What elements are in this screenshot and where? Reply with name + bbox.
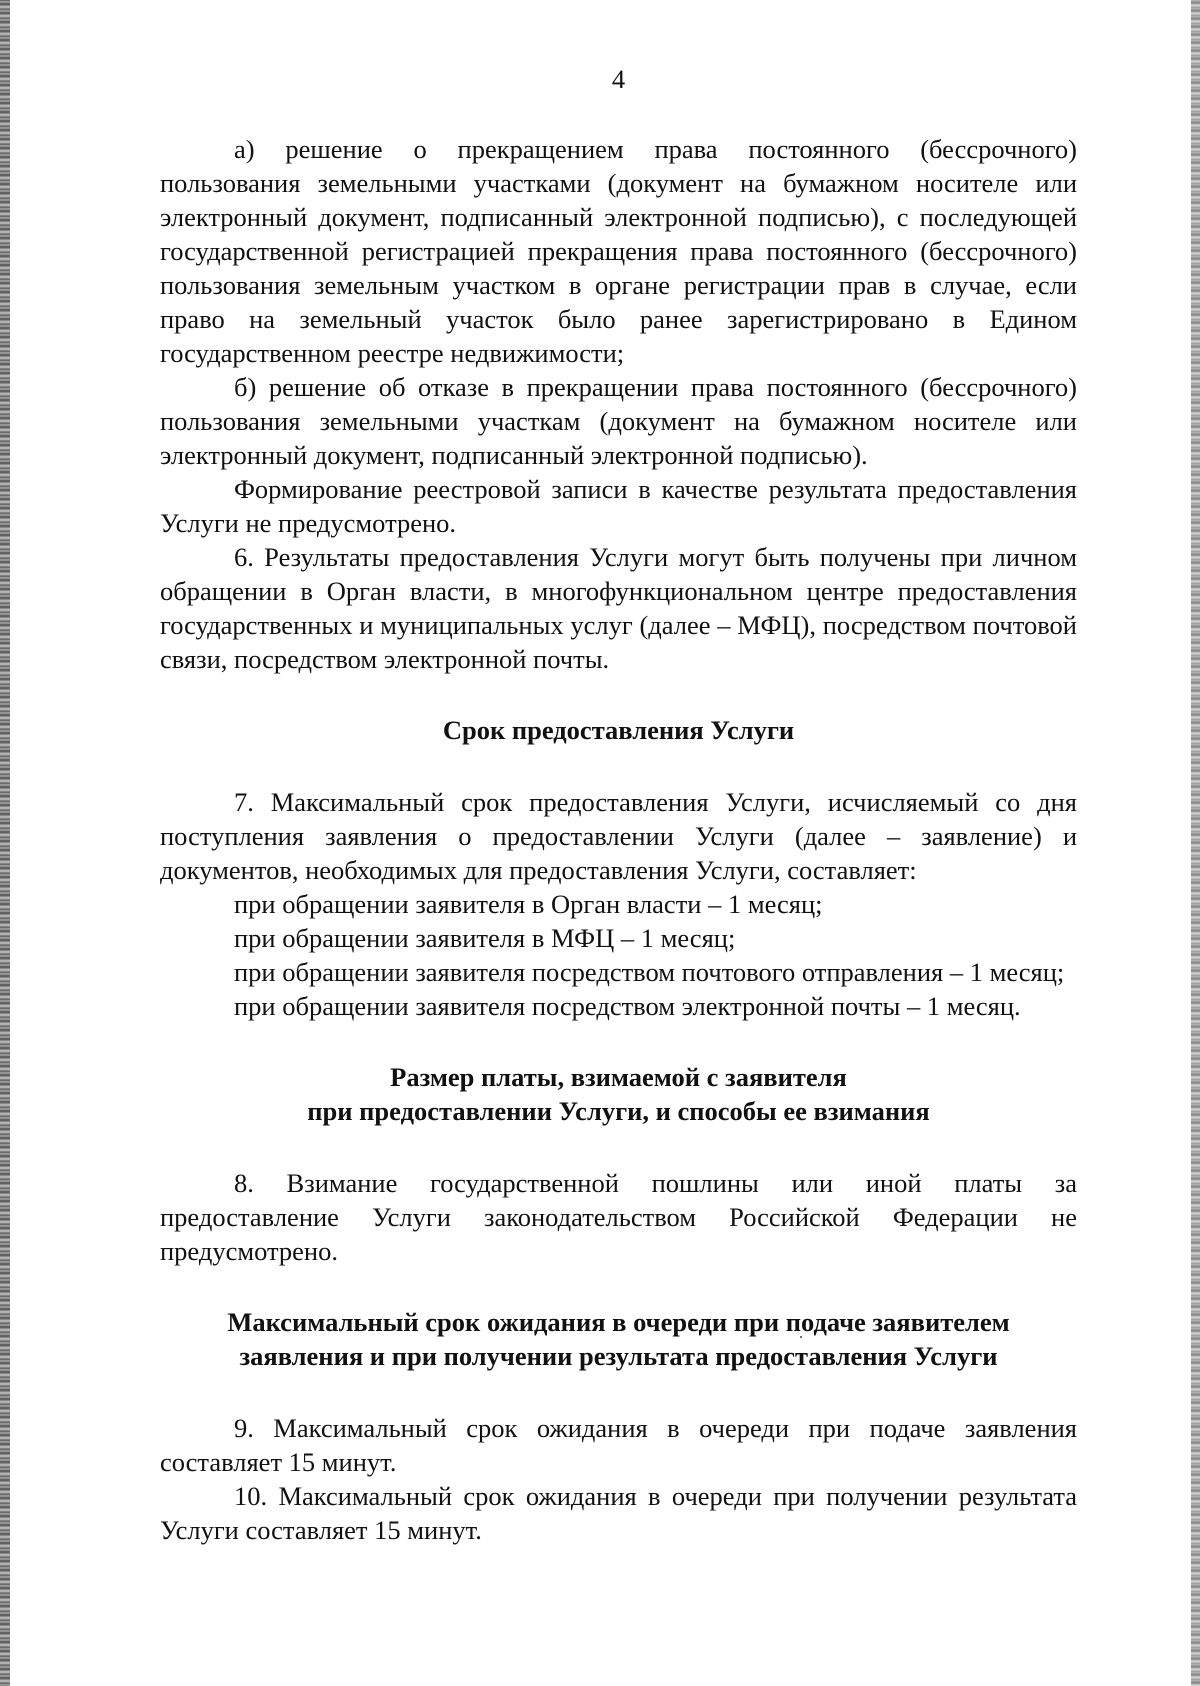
section-term xyxy=(160,713,1077,1023)
paragraph-item-7: 7. Максимальный срок предоставления Услуги, исчисляемый со дня поступления заявления о предоставлении Услуги (далее – заявление) и документов, необходимых для предоставления Услуги, составляет: xyxy=(160,787,1077,885)
heading-fee-line-1: Размер платы, взимаемой с заявителя xyxy=(390,1062,847,1092)
paragraph-registry-record: Формирование реестровой записи в качестве результата предоставления Услуги не предусмотрено. xyxy=(160,474,1077,538)
scan-edge-right xyxy=(1191,0,1200,1686)
paragraph-term-post: при обращении заявителя посредством почтового отправления – 1 месяц; xyxy=(234,957,1065,987)
heading-fee xyxy=(160,1060,1077,1128)
heading-queue xyxy=(160,1305,1077,1373)
document-page xyxy=(160,62,1077,1547)
paragraph-term-email: при обращении заявителя посредством электронной почты – 1 месяц. xyxy=(234,991,1021,1021)
paragraph-term-mfc: при обращении заявителя в МФЦ – 1 месяц; xyxy=(234,923,736,953)
paragraph-term-authority: при обращении заявителя в Орган власти – 1 месяц; xyxy=(234,889,823,919)
section-fee xyxy=(160,1060,1077,1268)
paragraph-item-10: 10. Максимальный срок ожидания в очереди при получении результата Услуги составляет 15 минут. xyxy=(160,1481,1077,1545)
paragraph-item-6: 6. Результаты предоставления Услуги могут быть получены при личном обращении в Орган власти, в многофункциональном центре предоставления государственных и муниципальных услуг (далее – МФЦ), посредством почтовой связи, посредством электронной почты. xyxy=(160,542,1077,674)
paragraph-result-b: б) решение об отказе в прекращении права постоянного (бессрочного) пользования земельными участкам (документ на бумажном носителе или электронный документ, подписанный электронной подписью). xyxy=(160,372,1077,470)
heading-queue-line-2: заявления и при получении результата предоставления Услуги xyxy=(239,1341,998,1371)
page-number: 4 xyxy=(611,64,626,94)
section-queue xyxy=(160,1305,1077,1547)
paragraph-item-9: 9. Максимальный срок ожидания в очереди при подаче заявления составляет 15 минут. xyxy=(160,1413,1077,1477)
scan-edge-left xyxy=(0,0,10,1686)
paragraph-result-a: а) решение о прекращением права постоянного (бессрочного) пользования земельными участками (документ на бумажном носителе или электронный документ, подписанный электронной подписью), с последующей государственной регистрацией прекращения права постоянного (бессрочного) пользования земельным участком в органе регистрации прав в случае, если право на земельный участок было ранее зарегистрировано в Едином государственном реестре недвижимости; xyxy=(160,134,1077,368)
heading-fee-line-2: при предоставлении Услуги, и способы ее взимания xyxy=(307,1096,930,1126)
heading-queue-line-1: Максимальный срок ожидания в очереди при подаче заявителем xyxy=(227,1307,1010,1337)
paragraph-item-8: 8. Взимание государственной пошлины или иной платы за предоставление Услуги законодательством Российской Федерации не предусмотрено. xyxy=(160,1168,1077,1266)
heading-term: Срок предоставления Услуги xyxy=(442,715,795,745)
section-results xyxy=(160,132,1077,676)
